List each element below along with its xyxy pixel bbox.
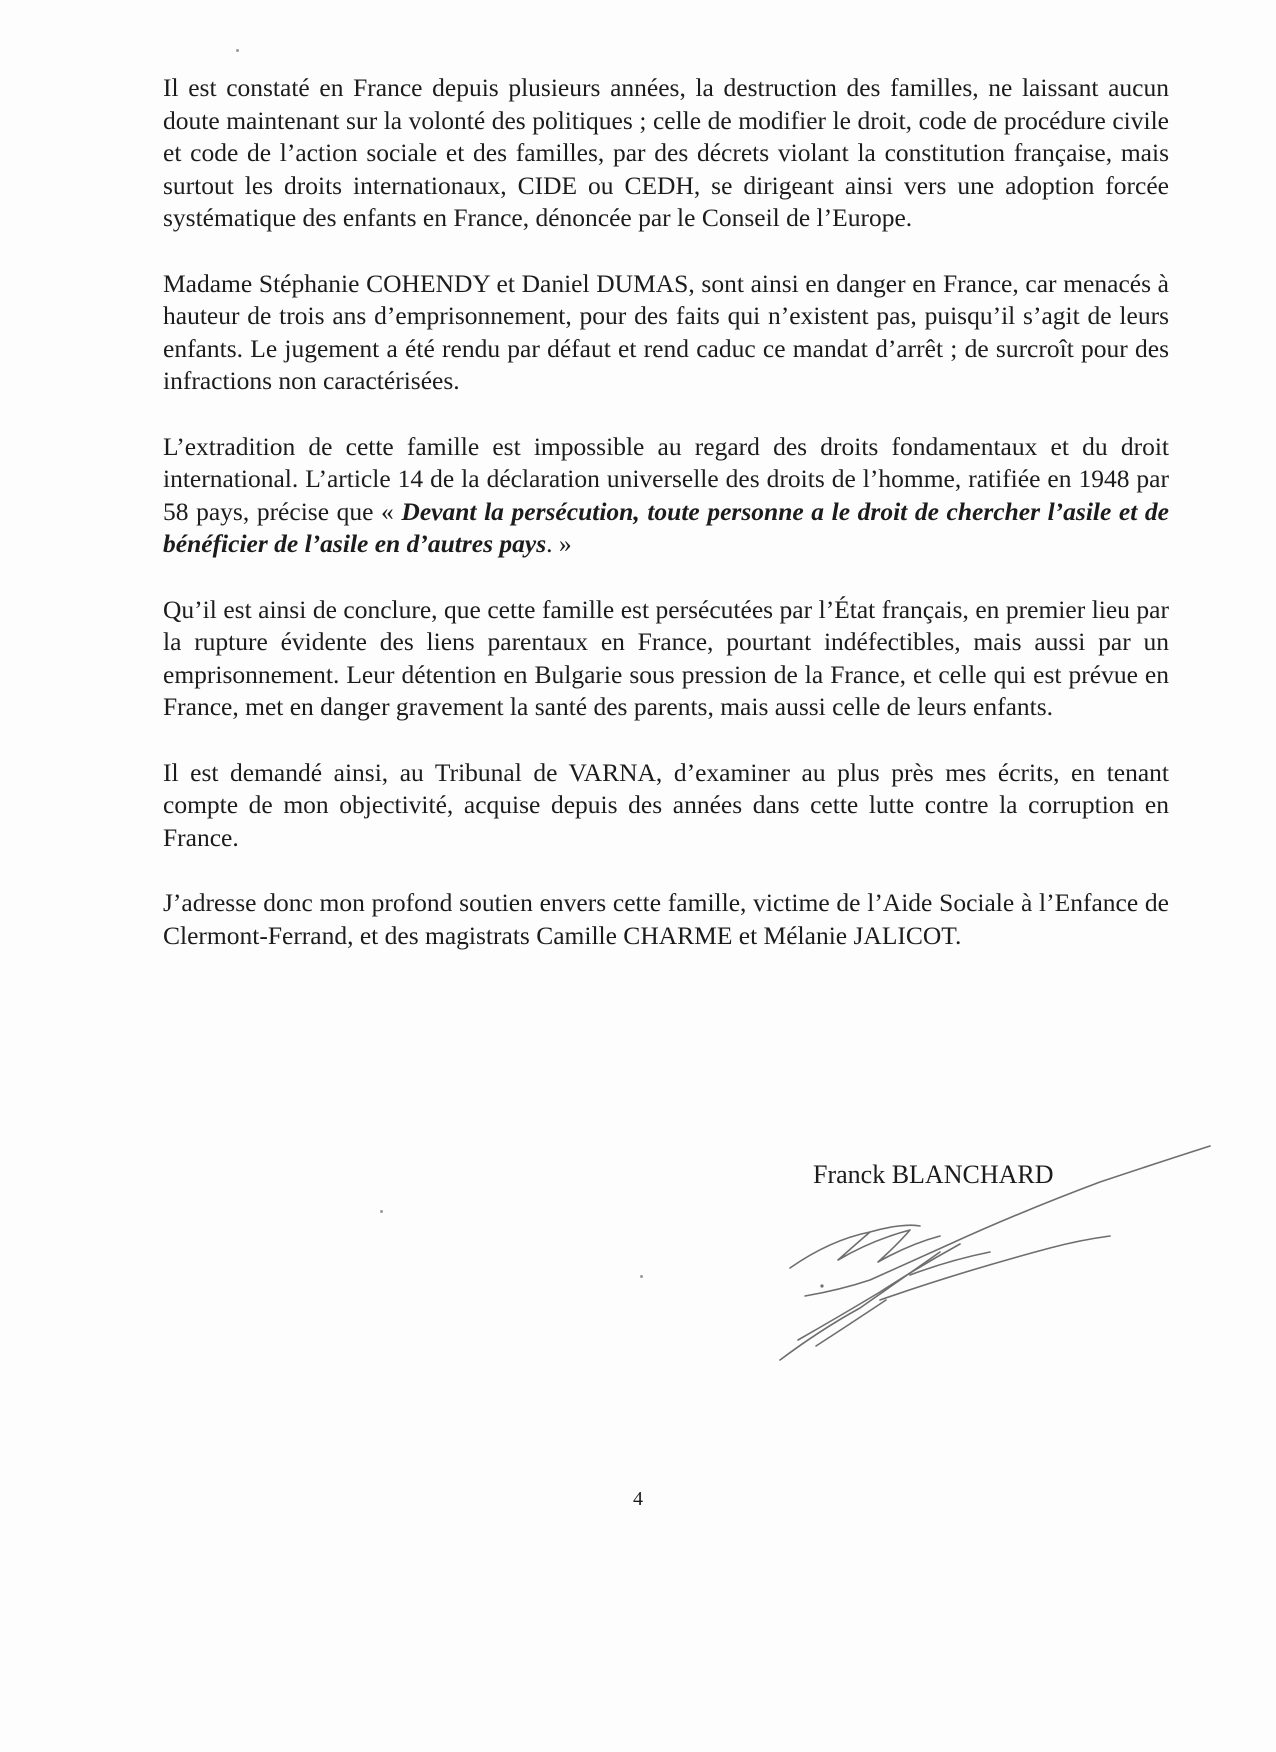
signer-name: Franck BLANCHARD: [813, 1160, 1054, 1189]
extradition-tail: . »: [546, 529, 572, 558]
page-number: 4: [633, 1488, 643, 1510]
paragraph-destruction-familles: Il est constaté en France depuis plusieurs années, la destruction des familles, ne laissant aucun doute maintenant sur la volonté des politiques ; celle de modifier le droit, code de procédure civile et code de l’action sociale et des familles, par des décrets violant la constitution française, mais surtout les droits internationaux, CIDE ou CEDH, se dirigeant ainsi vers une adoption forcée systématique des enfants en France, dénoncée par le Conseil de l’Europe.: [163, 73, 1169, 232]
scan-speck: [236, 49, 239, 52]
scan-speck: [380, 1210, 383, 1213]
letter-body: [163, 72, 1169, 985]
paragraph-tribunal-varna: Il est demandé ainsi, au Tribunal de VARNA, d’examiner au plus près mes écrits, en tenant compte de mon objectivité, acquise depuis des années dans cette lutte contre la corruption en France.: [163, 757, 1169, 852]
paragraph-cohendy-dumas: Madame Stéphanie COHENDY et Daniel DUMAS, sont ainsi en danger en France, car menacés à hauteur de trois ans d’emprisonnement, pour des faits qui n’existent pas, puisqu’il s’agit de leurs enfants. Le jugement a été rendu par défaut et rend caduc ce mandat d’arrêt ; de surcroît pour des infractions non caractérisées.: [163, 268, 1169, 395]
scan-speck: [640, 1275, 643, 1278]
paragraph-soutien: J’adresse donc mon profond soutien envers cette famille, victime de l’Aide Sociale à l’Enfance de Clermont-Ferrand, et des magistrats Camille CHARME et Mélanie JALICOT.: [163, 888, 1169, 950]
udhr-article-14-quote: Devant la persécution, toute personne a le droit de chercher l’asile et de bénéficier de l’asile en d’autres pays: [163, 496, 1170, 558]
extradition-lead: L’extradition de cette famille est impossible au regard des droits fondamentaux et du droit international. L’article 14 de la déclaration universelle des droits de l’homme, ratifiée en 1948 par 58 pays, précise que «: [163, 431, 1169, 526]
paragraph-conclusion: Qu’il est ainsi de conclure, que cette famille est persécutées par l’État français, en premier lieu par la rupture évidente des liens parentaux en France, pourtant indéfectibles, mais aussi par un emprisonnement. Leur détention en Bulgarie sous pression de la France, et celle qui est prévue en France, met en danger gravement la santé des parents, mais aussi celle de leurs enfants.: [163, 594, 1169, 721]
paragraph-extradition: [163, 431, 1169, 561]
